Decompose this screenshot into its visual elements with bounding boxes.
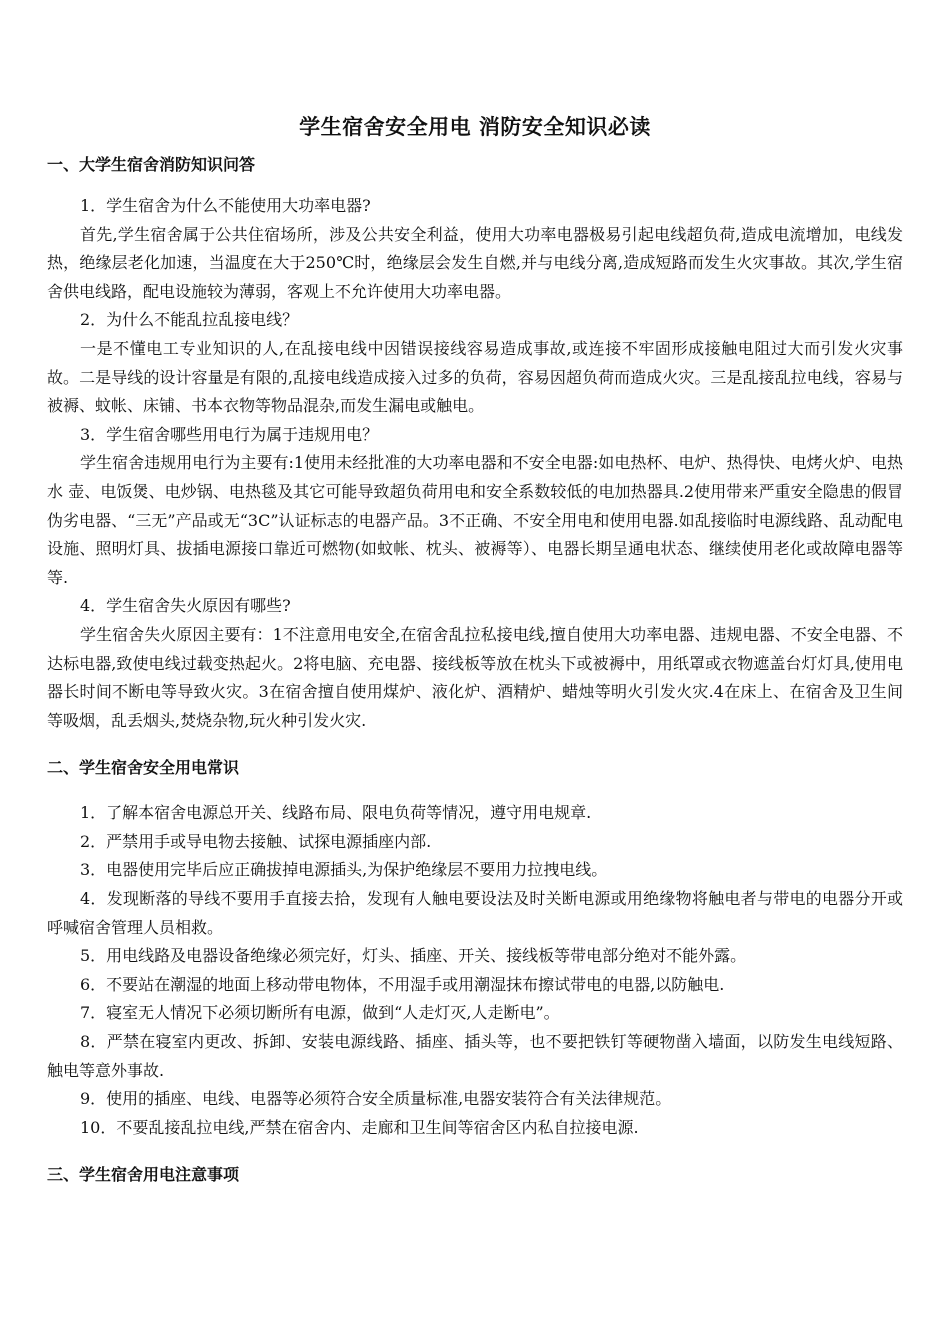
- document-title: 学生宿舍安全用电 消防安全知识必读: [299, 115, 651, 139]
- section-heading-electric-safety: 二、学生宿舍安全用电常识: [47, 758, 240, 778]
- question-1: 1．学生宿舍为什么不能使用大功率电器?: [80, 196, 371, 215]
- answer-4: 学生宿舍失火原因主要有：1不注意用电安全,在宿舍乱拉私接电线,擅自使用大功率电器、违规电器、不安全电器、不达标电器,致使电线过载变热起火。2将电脑、充电器、接线板等放在枕头下或被褥中，用纸罩或衣物遮盖台灯灯具,使用电器长时间不断电等导致火灾。3在宿舍擅自使用煤炉、液化炉、酒精炉、蜡烛等明火引发火灾.4在床上、在宿舍及卫生间等吸烟，乱丢烟头,焚烧杂物,玩火种引发火灾.: [47, 624, 903, 730]
- section-precautions: [47, 1162, 903, 1188]
- safety-tip-9: 9．使用的插座、电线、电器等必须符合安全质量标准,电器安装符合有关法律规范。: [80, 1089, 672, 1109]
- section-heading-fire-qa: 一、大学生宿舍消防知识问答: [47, 155, 256, 174]
- section-heading-precautions: 三、学生宿舍用电注意事项: [47, 1165, 240, 1185]
- safety-tip-1: 1．了解本宿舍电源总开关、线路布局、限电负荷等情况，遵守用电规章.: [80, 803, 592, 823]
- safety-tip-7: 7．寝室无人情况下必须切断所有电源，做到“人走灯灭,人走断电”。: [80, 1003, 560, 1023]
- question-2: 2．为什么不能乱拉乱接电线？: [80, 310, 299, 330]
- spacer: [47, 735, 903, 755]
- question-4: 4．学生宿舍失火原因有哪些?: [80, 596, 291, 616]
- document-page: [47, 112, 903, 1188]
- safety-tip-6: 6．不要站在潮湿的地面上移动带电物体，不用湿手或用潮湿抹布擦试带电的电器,以防触电.: [80, 974, 725, 994]
- safety-tip-8: 8．严禁在寝室内更改、拆卸、安装电源线路、插座、插头等，也不要把铁钉等硬物凿入墙面，以防发生电线短路、触电等意外事故.: [47, 1032, 903, 1080]
- answer-3: 学生宿舍违规用电行为主要有:1使用未经批准的大功率电器和不安全电器:如电热杯、电炉、热得快、电烤火炉、电热水 壶、电饭煲、电炒锅、电热毯及其它可能导致超负荷用电和安全系数较低的电加热器具.2使用带来严重安全隐患的假冒伪劣电器、“三无”产品或无“3C”认证标志的电器产品。3不正确、不安全用电和使用电器.如乱接临时电源线路、乱动配电设施、照明灯具、拔插电源接口靠近可燃物(如蚊帐、枕头、被褥等）、电器长期呈通电状态、继续使用老化或故障电器等等.: [47, 453, 903, 587]
- safety-tip-3: 3．电器使用完毕后应正确拔掉电源插头,为保护绝缘层不要用力拉拽电线。: [80, 860, 608, 880]
- spacer: [47, 178, 903, 192]
- safety-tip-5: 5．用电线路及电器设备绝缘必须完好，灯头、插座、开关、接线板等带电部分绝对不能外露。: [80, 946, 747, 966]
- answer-1: 首先,学生宿舍属于公共住宿场所，涉及公共安全利益，使用大功率电器极易引起电线超负荷,造成电流增加，电线发热，绝缘层老化加速，当温度在大于250℃时，绝缘层会发生自燃,并与电线分离,造成短路而发生火灾事故。其次,学生宿舍供电线路，配电设施较为薄弱，客观上不允许使用大功率电器。: [47, 224, 903, 301]
- answer-2: 一是不懂电工专业知识的人,在乱接电线中因错误接线容易造成事故,或连接不牢固形成接触电阻过大而引发火灾事故。二是导线的设计容量是有限的,乱接电线造成接入过多的负荷，容易因超负荷而造成火灾。三是乱接乱拉电线，容易与被褥、蚊帐、床铺、书本衣物等物品混杂,而发生漏电或触电。: [47, 338, 903, 416]
- spacer: [47, 1142, 903, 1162]
- question-3: 3．学生宿舍哪些用电行为属于违规用电？: [80, 424, 379, 444]
- spacer: [47, 781, 903, 799]
- section-electric-safety: [47, 755, 903, 1142]
- safety-tip-10: 10．不要乱接乱拉电线,严禁在宿舍内、走廊和卫生间等宿舍区内私自拉接电源.: [80, 1117, 639, 1137]
- section-fire-qa: [47, 152, 903, 735]
- safety-tip-4: 4．发现断落的导线不要用手直接去拾，发现有人触电要设法及时关断电源或用绝缘物将触电者与带电的电器分开或呼喊宿舍管理人员相救。: [47, 889, 903, 937]
- safety-tip-2: 2．严禁用手或导电物去接触、试探电源插座内部.: [80, 831, 432, 851]
